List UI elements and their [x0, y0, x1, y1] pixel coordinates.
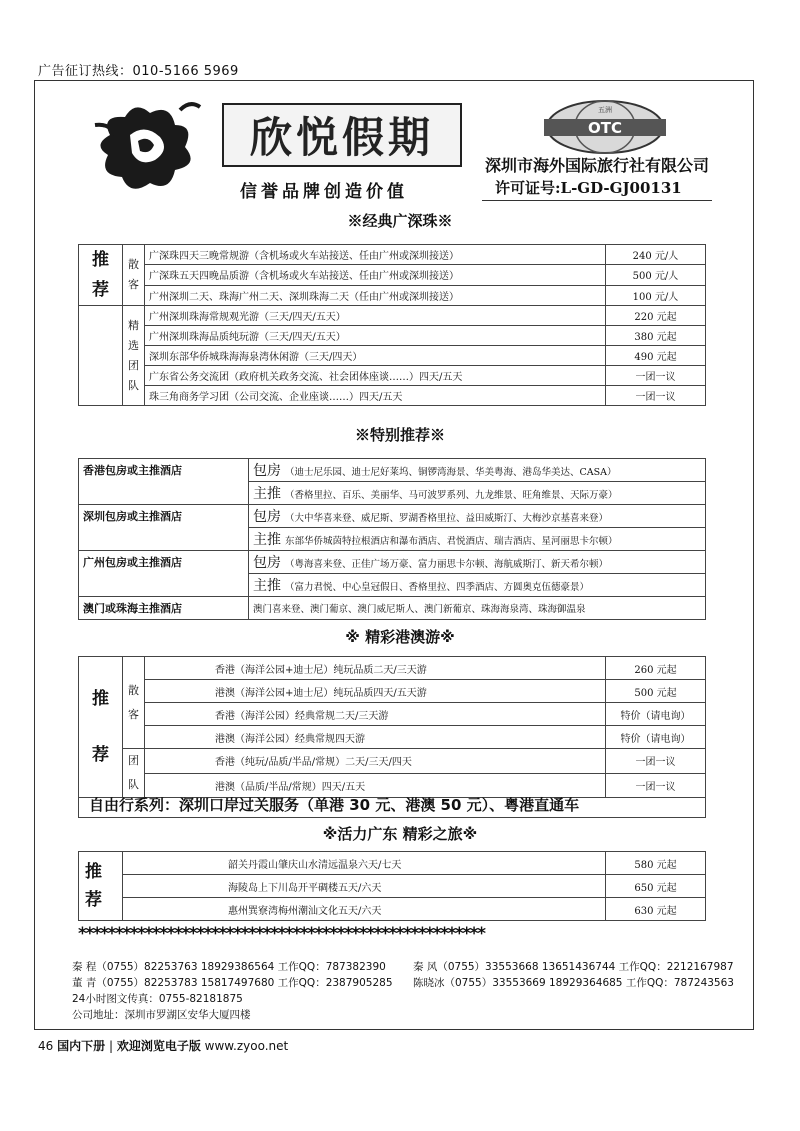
guangdong-table: [78, 851, 706, 921]
hotel-region: 澳门或珠海主推酒店: [79, 597, 249, 620]
tour-price: 特价（请电询）: [606, 703, 706, 726]
tag-zhu: 主推: [253, 532, 281, 548]
page-number: 46: [38, 1039, 54, 1053]
hotel-list: 包房 （粤海喜来登、正佳广场万豪、富力丽思卡尔顿、海航威斯汀、新天希尔顿）: [249, 551, 706, 574]
hotel-table: [78, 458, 706, 620]
contact-line: 陈晓冰（0755）33553669 18929364685 工作QQ：787243563: [413, 977, 734, 989]
table-row: [79, 265, 706, 285]
brand-slogan: 信誉品牌创造价值: [240, 182, 408, 202]
tag-bao: 包房: [253, 555, 281, 571]
footer-section: 国内下册: [57, 1039, 106, 1053]
hotel-region: 香港包房或主推酒店: [79, 459, 249, 505]
tour-name: 广州深圳珠海品质纯玩游（三天/四天/五天）: [145, 326, 606, 346]
table-row: [79, 898, 706, 921]
contact-line: 董 青（0755）82253783 15817497680 工作QQ：2387905285: [72, 977, 393, 989]
tour-price: 220 元起: [606, 306, 706, 326]
table-row: [79, 245, 706, 265]
tour-price: 500 元起: [606, 680, 706, 703]
table-row: [79, 749, 706, 774]
header: [90, 95, 710, 205]
tour-price: 一团一议: [606, 773, 706, 798]
group-label-san: 散 客: [123, 245, 145, 306]
contact-line: 秦 风（0755）33553668 13651436744 工作QQ：2212167987: [413, 961, 734, 973]
tour-name: 惠州巽寮湾梅州潮汕文化五天/六天: [123, 898, 606, 921]
tour-price: 650 元起: [606, 875, 706, 898]
fax-line: 24小时图文传真：0755-82181875: [72, 993, 243, 1005]
table-row: [79, 875, 706, 898]
free-travel-line: 自由行系列：深圳口岸过关服务（单港 30 元、港澳 50 元）、粤港直通车: [78, 794, 706, 818]
tour-price: 580 元起: [606, 852, 706, 875]
footer-welcome: 欢迎浏览电子版: [116, 1039, 201, 1053]
hotel-list: 包房 （大中华喜来登、威尼斯、罗湖香格里拉、益田威斯汀、大梅沙京基喜来登）: [249, 505, 706, 528]
guangshenzhu-table: [78, 244, 706, 406]
tour-name: 广州深圳珠海常规观光游（三天/四天/五天）: [145, 306, 606, 326]
table-row: [79, 326, 706, 346]
section-title-guangshenzhu: ※经典广深珠※: [347, 212, 453, 230]
tour-name: 广深珠四天三晚常规游（含机场或火车站接送、任由广州或深圳接送）: [145, 245, 606, 265]
hotel-list: 主推 （富力君悦、中心皇冠假日、香格里拉、四季酒店、方圆奥克伍德豪景）: [249, 574, 706, 597]
brand-title: 欣悦假期: [249, 113, 434, 162]
hkmacau-table: [78, 656, 706, 798]
table-row: [79, 346, 706, 366]
table-row: [79, 366, 706, 386]
table-row: [79, 459, 706, 482]
recommend-label: 推 荐: [79, 657, 123, 798]
tag-zhu: 主推: [253, 578, 281, 594]
hotel-list: 澳门喜来登、澳门葡京、澳门威尼斯人、澳门新葡京、珠海海泉湾、珠海御温泉: [249, 597, 706, 620]
recommend-label: 推 荐: [79, 852, 123, 921]
table-row: [79, 306, 706, 326]
tour-name: 广东省公务交流团（政府机关政务交流、社会团体座谈……）四天/五天: [145, 366, 606, 386]
tour-name: 深圳东部华侨城珠海海泉湾休闲游（三天/四天）: [145, 346, 606, 366]
company-name: 深圳市海外国际旅行社有限公司: [485, 156, 710, 175]
section-title-hkmacau: ※ 精彩港澳游※: [345, 628, 455, 646]
tour-price: 490 元起: [606, 346, 706, 366]
tour-price: 一团一议: [606, 366, 706, 386]
hotel-list: 主推 东部华侨城茵特拉根酒店和瀑布酒店、君悦酒店、瑞吉酒店、星河丽思卡尔顿）: [249, 528, 706, 551]
tour-price: 380 元起: [606, 326, 706, 346]
tour-name: 广州深圳二天、珠海广州二天、深圳珠海二天（任由广州或深圳接送）: [145, 285, 606, 305]
table-row: [79, 726, 706, 749]
tour-name: 香港（海洋公园+迪士尼）纯玩品质二天/三天游: [145, 657, 606, 680]
tour-name: 香港（海洋公园）经典常规二天/三天游: [145, 703, 606, 726]
table-row: [79, 551, 706, 574]
recommend-label-spacer: [79, 306, 123, 406]
tag-zhu: 主推: [253, 486, 281, 502]
flower-logo-icon: [90, 95, 210, 205]
tour-name: 港澳（海洋公园）经典常规四天游: [145, 726, 606, 749]
tour-name: 广深珠五天四晚品质游（含机场或火车站接送、任由广州或深圳接送）: [145, 265, 606, 285]
tag-bao: 包房: [253, 509, 281, 525]
address-line: 公司地址：深圳市罗湖区安华大厦四楼: [72, 1009, 251, 1021]
table-row: [79, 852, 706, 875]
hotel-region: 广州包房或主推酒店: [79, 551, 249, 597]
tour-name: 韶关丹霞山肇庆山水清远温泉六天/七天: [123, 852, 606, 875]
brand-title-box: [222, 103, 462, 167]
tour-name: 海陵岛上下川岛开平碉楼五天/六天: [123, 875, 606, 898]
section-title-guangdong: ※活力广东 精彩之旅※: [322, 825, 478, 843]
table-row: [79, 597, 706, 620]
contact-line: 秦 程（0755）82253763 18929386564 工作QQ：787382390: [72, 961, 386, 973]
recommend-label: 推 荐: [79, 245, 123, 306]
tour-price: 630 元起: [606, 898, 706, 921]
table-row: [79, 657, 706, 680]
otc-logo-top: 五洲: [598, 106, 612, 114]
ad-hotline: 广告征订热线：010-5166 5969: [38, 64, 239, 79]
tour-price: 260 元起: [606, 657, 706, 680]
footer-separator: |: [108, 1039, 113, 1053]
tour-price: 500 元/人: [606, 265, 706, 285]
table-row: [79, 386, 706, 406]
table-row: [79, 703, 706, 726]
tour-name: 港澳（品质/半品/常规）四天/五天: [145, 773, 606, 798]
star-divider: *******************************************************: [78, 924, 485, 944]
hotel-region: 深圳包房或主推酒店: [79, 505, 249, 551]
footer-url[interactable]: www.zyoo.net: [204, 1039, 289, 1053]
otc-globe-logo-icon: [530, 99, 680, 155]
page-footer: [38, 1037, 288, 1054]
table-row: [79, 285, 706, 305]
group-label-team: 精 选 团 队: [123, 306, 145, 406]
tour-price: 一团一议: [606, 386, 706, 406]
tour-name: 香港（纯玩/品质/半品/常规）二天/三天/四天: [145, 749, 606, 774]
tour-name: 港澳（海洋公园+迪士尼）纯玩品质四天/五天游: [145, 680, 606, 703]
table-row: [79, 505, 706, 528]
header-divider: [482, 200, 712, 201]
tag-bao: 包房: [253, 463, 281, 479]
section-title-special: ※特别推荐※: [354, 426, 445, 444]
license-number: 许可证号:L-GD-GJ00131: [495, 179, 682, 197]
tour-name: 珠三角商务学习团（公司交流、企业座谈……）四天/五天: [145, 386, 606, 406]
hotel-list: 包房 （迪士尼乐园、迪士尼好莱坞、铜锣湾海景、华美粤海、港岛华美达、CASA）: [249, 459, 706, 482]
tour-price: 240 元/人: [606, 245, 706, 265]
group-label-team: 团 队: [123, 749, 145, 798]
tour-price: 100 元/人: [606, 285, 706, 305]
hotel-list: 主推 （香格里拉、百乐、美丽华、马可波罗系列、九龙维景、旺角维景、天际万豪）: [249, 482, 706, 505]
table-row: [79, 680, 706, 703]
tour-price: 一团一议: [606, 749, 706, 774]
otc-logo-text: OTC: [588, 119, 622, 137]
group-label-san: 散 客: [123, 657, 145, 749]
tour-price: 特价（请电询）: [606, 726, 706, 749]
